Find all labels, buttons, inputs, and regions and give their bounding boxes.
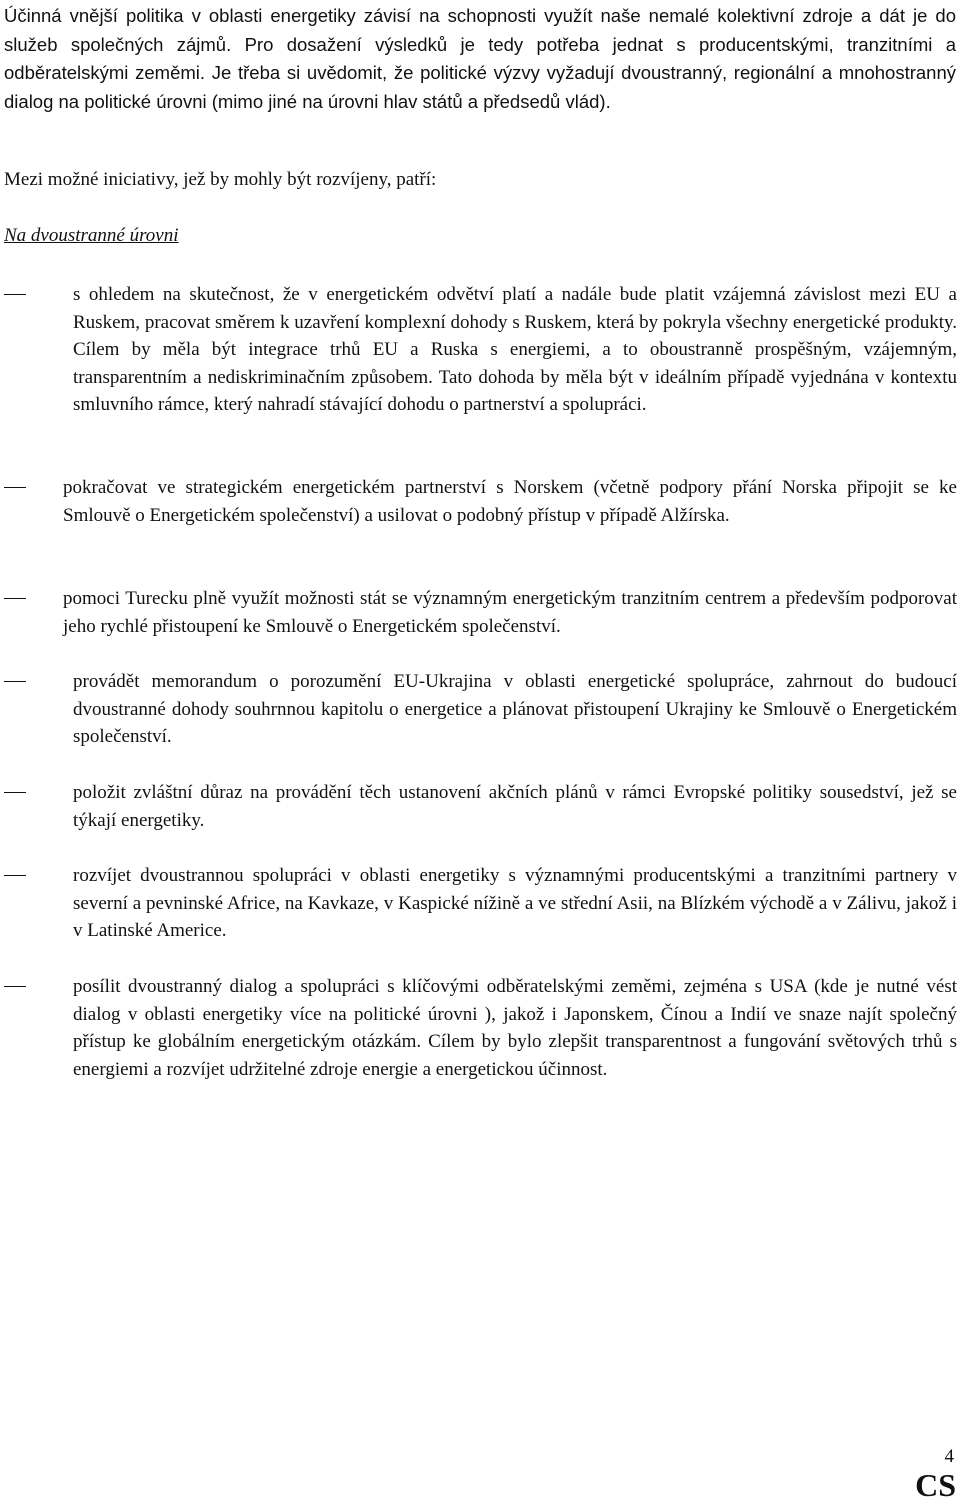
section-heading: Na dvoustranné úrovni: [4, 225, 179, 246]
list-item-text: s ohledem na skutečnost, že v energetickém odvětví platí a nadále bude platit vzájemná závislost mezi EU a Ruskem, pracovat směrem k uzavření komplexní dohody s Ruskem, která by pokryla všechny energetické produkty. Cílem by měla být integrace trhů EU a Ruska s energiemi, a to oboustranně prospěšným, vzájemným, transparentním a nediskriminačním způsobem. Tato dohoda by měla být v ideálním případě vyjednána v kontextu smluvního rámce, který nahradí stávající dohodu o partnerství a spolupráci.: [73, 284, 957, 416]
page-number: 4: [944, 1446, 954, 1467]
dash-bullet-icon: [4, 681, 26, 682]
dash-bullet-icon: [4, 487, 26, 488]
dash-bullet-icon: [4, 875, 26, 876]
list-item-text: položit zvláštní důraz na provádění těch ustanovení akčních plánů v rámci Evropské politiky sousedství, jež se týkají energetiky.: [73, 782, 957, 831]
dash-bullet-icon: [4, 598, 26, 599]
list-item-text: provádět memorandum o porozumění EU-Ukrajina v oblasti energetické spolupráce, zahrnout do budoucí dvoustranné dohody souhrnnou kapitolu o energetice a plánovat přistoupení Ukrajiny ke Smlouvě o Energetickém společenství.: [73, 671, 957, 748]
list-item-text: pokračovat ve strategickém energetickém partnerství s Norskem (včetně podpory přání Norska připojit se ke Smlouvě o Energetickém společenství) a usilovat o podobný přístup v případě Alžírska.: [63, 477, 957, 526]
dash-bullet-icon: [4, 792, 26, 793]
intro-paragraph: Účinná vnější politika v oblasti energetiky závisí na schopnosti využít naše nemalé kolektivní zdroje a dát je do služeb společných zájmů. Pro dosažení výsledků je tedy potřeba jednat s producentskými, tranzitními a odběratelskými zeměmi. Je třeba si uvědomit, že politické výzvy vyžadují dvoustranný, regionální a mnohostranný dialog na politické úrovni (mimo jiné na úrovni hlav států a předsedů vlád).: [4, 5, 956, 112]
dash-bullet-icon: [4, 294, 26, 295]
list-item-text: rozvíjet dvoustrannou spolupráci v oblasti energetiky s významnými producentskými a tranzitními partnery v severní a pevninské Africe, na Kavkaze, v Kaspické nížině a ve střední Asii, na Blízkém východě a v Zálivu, jakož i v Latinské Americe.: [73, 865, 957, 942]
list-item-text: pomoci Turecku plně využít možnosti stát se významným energetickým tranzitním centrem a především podporovat jeho rychlé přistoupení ke Smlouvě o Energetickém společenství.: [63, 588, 957, 637]
dash-bullet-icon: [4, 986, 26, 987]
initiatives-intro: Mezi možné iniciativy, jež by mohly být rozvíjeny, patří:: [4, 169, 437, 190]
language-code: CS: [915, 1467, 956, 1503]
list-item-text: posílit dvoustranný dialog a spolupráci s klíčovými odběratelskými zeměmi, zejména s USA (kde je nutné vést dialog v oblasti energetiky více na politické úrovni ), jakož i Japonskem, Čínou a Indií ve snaze najít společný přístup ke globálním energetickým otázkám. Cílem by bylo zlepšit transparentnost a fungování světových trhů s energiemi a rozvíjet udržitelné zdroje energie a energetickou účinnost.: [73, 976, 957, 1080]
